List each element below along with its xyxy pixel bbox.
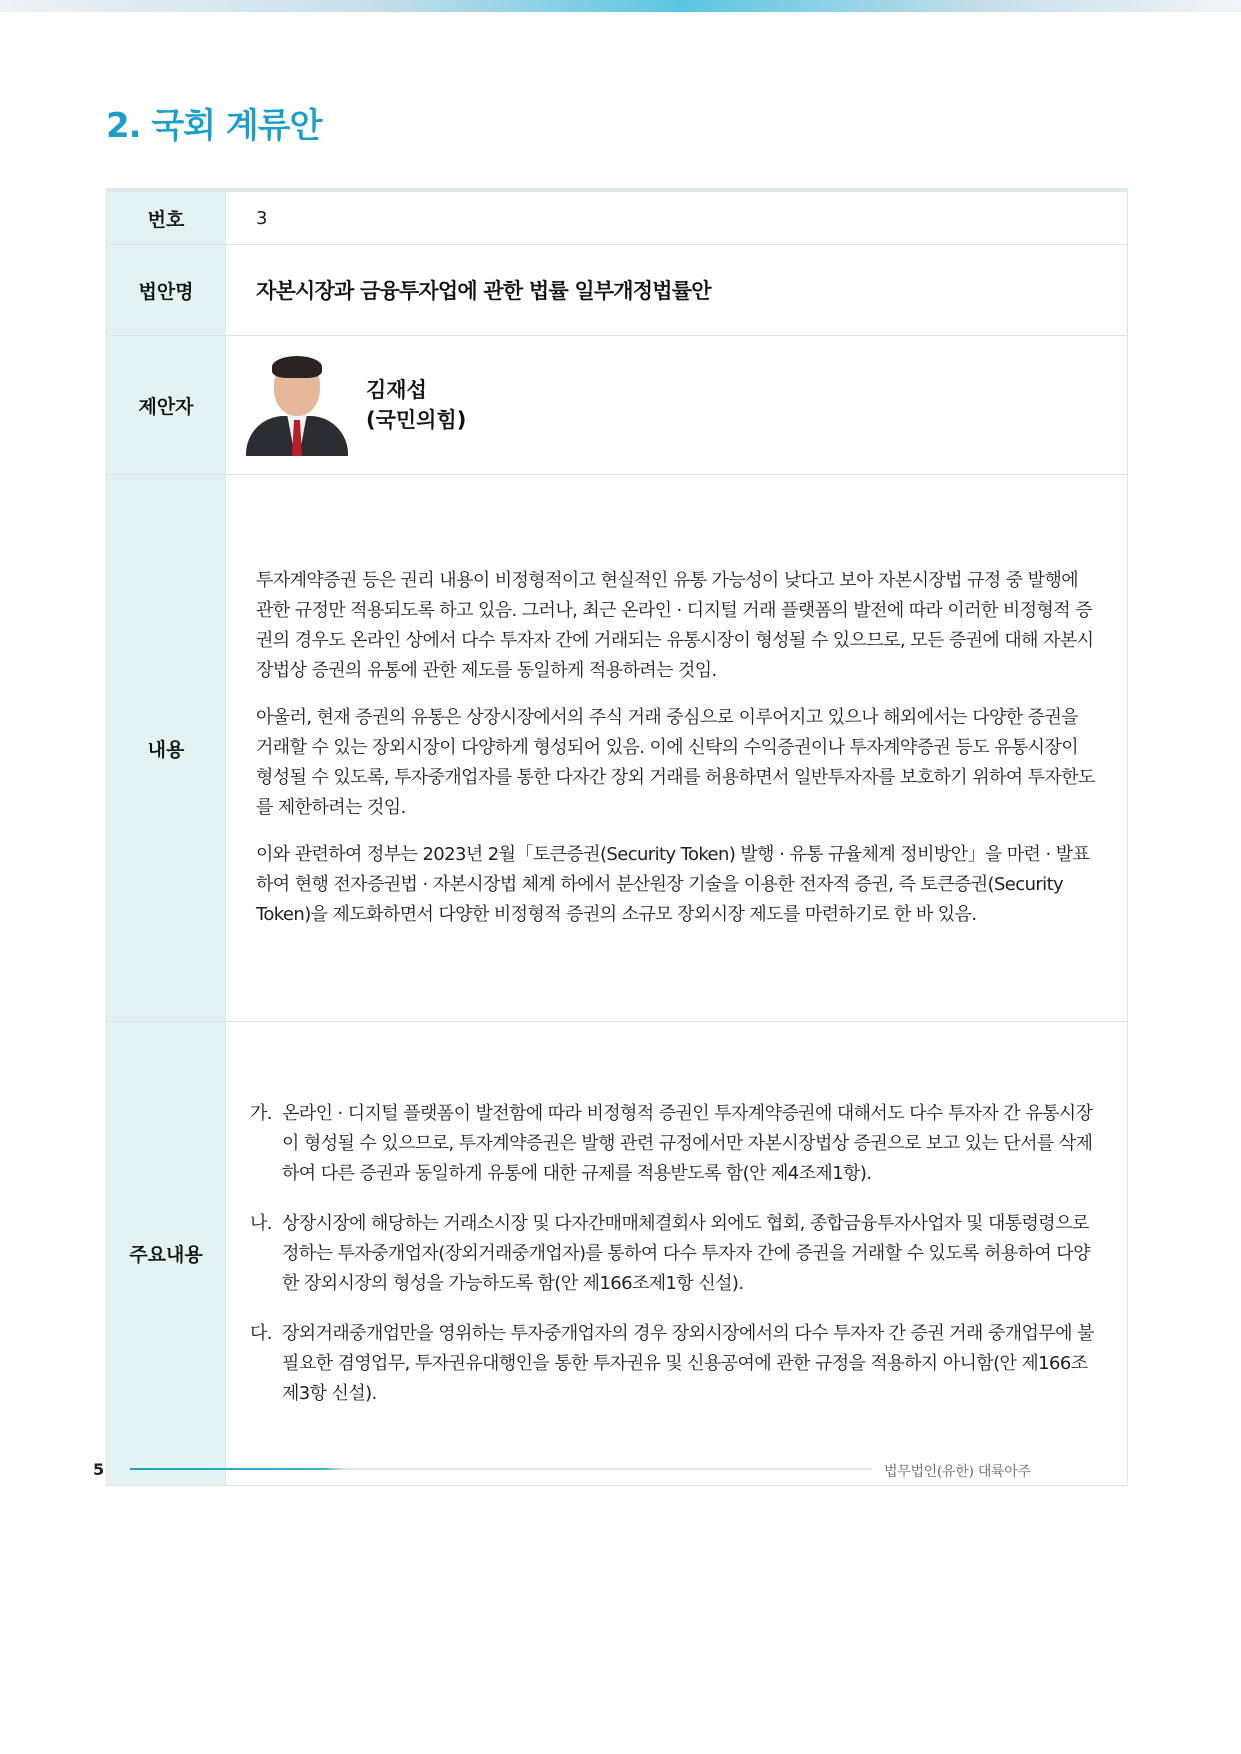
row-number	[107, 190, 1128, 245]
proposer-name: 김재섭	[366, 378, 427, 402]
bill-info-table	[106, 188, 1128, 1486]
row-proposer	[107, 336, 1128, 475]
bill-name: 자본시장과 금융투자업에 관한 법률 일부개정법률안	[256, 279, 711, 303]
main-item-marker: 가.	[250, 1102, 272, 1124]
label-proposer: 제안자	[107, 336, 226, 475]
content-paragraph: 아울러, 현재 증권의 유통은 상장시장에서의 주식 거래 중심으로 이루어지고 있으나 해외에서는 다양한 증권을 거래할 수 있는 장외시장이 다양하게 형성되어 있음. 이에 신탁의 수익증권이나 투자계약증권 등도 유통시장이 형성될 수 있도록, 투자중개업자를 통한 다자간 장외 거래를 허용하면서 일반투자자를 보호하기 위하여 투자한도를 제한하려는 것임.	[256, 707, 1095, 818]
main-item-text: 장외거래중개업만을 영위하는 투자중개업자의 경우 장외시장에서의 다수 투자자 간 증권 거래 중개업무에 불필요한 겸영업무, 투자권유대행인을 통한 투자권유 및 신용공여에 관한 규정을 적용하지 아니함(안 제166조제3항 신설).	[282, 1322, 1094, 1404]
row-bill-name	[107, 245, 1128, 336]
main-item-text: 상장시장에 해당하는 거래소시장 및 다자간매매체결회사 외에도 협회, 종합금융투자사업자 및 대통령령으로 정하는 투자중개업자(장외거래중개업자)를 통하여 다수 투자자 간에 증권을 거래할 수 있도록 허용하여 다양한 장외시장의 형성을 가능하도록 함(안 제166조제1항 신설).	[282, 1212, 1090, 1294]
proposer-info	[366, 375, 466, 435]
top-gradient-bar	[0, 0, 1241, 12]
main-item	[250, 1209, 1097, 1299]
footer-divider	[130, 1468, 872, 1470]
label-bill-name: 법안명	[107, 245, 226, 336]
main-item	[250, 1099, 1097, 1189]
bill-number: 3	[226, 190, 1128, 245]
label-number: 번호	[107, 190, 226, 245]
page-number: 5	[93, 1460, 105, 1479]
main-item-text: 온라인 · 디지털 플랫폼이 발전함에 따라 비정형적 증권인 투자계약증권에 대해서도 다수 투자자 간 유통시장이 형성될 수 있으므로, 투자계약증권은 발행 관련 규정에서만 자본시장법상 증권으로 보고 있는 단서를 삭제하여 다른 증권과 동일하게 유통에 대한 규제를 적용받도록 함(안 제4조제1항).	[282, 1102, 1093, 1184]
content-paragraph: 이와 관련하여 정부는 2023년 2월「토큰증권(Security Token) 발행 · 유통 규율체계 정비방안」을 마련 · 발표하여 현행 전자증권법 · 자본시장법 체계 하에서 분산원장 기술을 이용한 전자적 증권, 즉 토큰증권(Security Token)을 제도화하면서 다양한 비정형적 증권의 소규모 장외시장 제도를 마련하기로 한 바 있음.	[256, 844, 1090, 925]
firm-name: 법무법인(유한) 대륙아주	[884, 1464, 1031, 1480]
content-paragraph: 투자계약증권 등은 권리 내용이 비정형적이고 현실적인 유통 가능성이 낮다고 보아 자본시장법 규정 중 발행에 관한 규정만 적용되도록 하고 있음. 그러나, 최근 온라인 · 디지털 거래 플랫폼의 발전에 따라 이러한 비정형적 증권의 경우도 온라인 상에서 다수 투자자 간에 거래되는 유통시장이 형성될 수 있으므로, 모든 증권에 대해 자본시장법상 증권의 유통에 관한 제도를 동일하게 적용하려는 것임.	[256, 570, 1094, 681]
proposer-party: (국민의힘)	[366, 408, 467, 432]
section-title: 2. 국회 계류안	[106, 106, 322, 146]
proposer-block	[246, 354, 1097, 456]
proposer-photo	[246, 354, 348, 456]
label-main-content: 주요내용	[107, 1022, 226, 1486]
row-content	[107, 475, 1128, 1022]
main-item-marker: 다.	[250, 1322, 272, 1344]
label-content: 내용	[107, 475, 226, 1022]
main-item-marker: 나.	[250, 1212, 272, 1234]
row-main-content	[107, 1022, 1128, 1486]
main-item	[250, 1319, 1097, 1409]
